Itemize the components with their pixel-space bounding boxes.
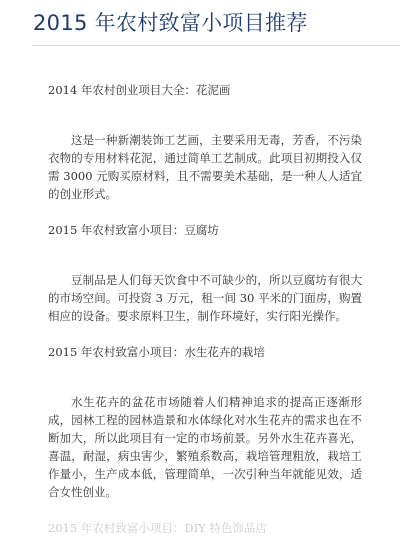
page-title: 2015 年农村致富小项目推荐	[33, 11, 308, 35]
section-heading-4-cutoff: 2015 年农村致富小项目：DIY 特色饰品店	[48, 521, 267, 535]
article-content	[48, 70, 362, 536]
section-body-2: 豆制品是人们每天饮食中不可缺少的，所以豆腐坊有很大的市场空间。可投资 3 万元，租一间 30 平米的门面房，购置相应的设备。要求原料卫生，制作环境好，实行阳光操作。	[48, 273, 362, 323]
section-heading-1: 2014 年农村创业项目大全：花泥画	[48, 83, 231, 97]
title-divider	[32, 45, 400, 46]
section-heading-3: 2015 年农村致富小项目：水生花卉的栽培	[48, 345, 265, 359]
section-body-3: 水生花卉的盆花市场随着人们精神追求的提高正逐渐形成，园林工程的园林造景和水体绿化对水生花卉的需求也在不断加大，所以此项目有一定的市场前景。另外水生花卉喜光，喜温，耐湿，病虫害少，繁殖系数高，栽培管理粗放，栽培工作量小，生产成本低，管理简单，一次引种当年就能见效，适合女性创业。	[48, 395, 362, 499]
section-heading-2: 2015 年农村致富小项目：豆腐坊	[48, 223, 219, 237]
section-body-1: 这是一种新潮装饰工艺画，主要采用无毒，芳香，不污染衣物的专用材料花泥，通过简单工艺制成。此项目初期投入仅需 3000 元购买原材料，且不需要美术基础，是一种人人适宜的创业形式。	[48, 133, 362, 201]
